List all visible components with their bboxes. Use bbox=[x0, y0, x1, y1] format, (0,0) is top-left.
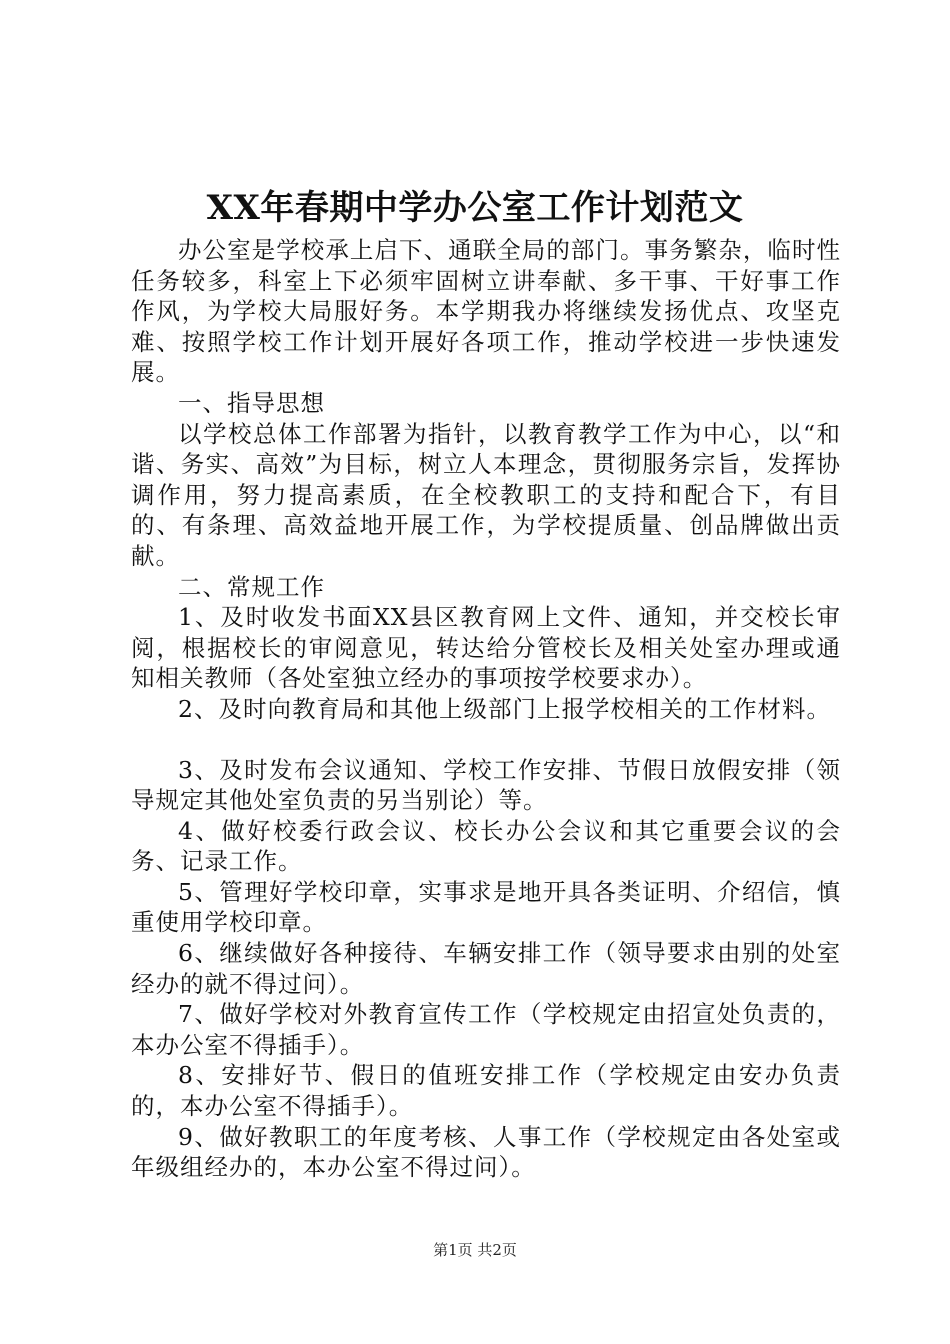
list-item-4: 4、做好校委行政会议、校长办公会议和其它重要会议的会务、记录工作。 bbox=[131, 816, 841, 876]
page-footer: 第1页 共2页 bbox=[433, 1241, 517, 1259]
section-heading-guiding-ideology: 一、指导思想 bbox=[178, 388, 325, 417]
paragraph-guiding-ideology: 以学校总体工作部署为指针，以教育教学工作为中心，以“和谐、务实、高效”为目标，树立人本理念，贯彻服务宗旨，发挥协调作用，努力提高素质，在全校教职工的支持和配合下，有目的、有条理、高效益地开展工作，为学校提质量、创品牌做出贡献。 bbox=[131, 419, 841, 570]
section-heading-routine-work: 二、常规工作 bbox=[178, 572, 325, 601]
paragraph-intro: 办公室是学校承上启下、通联全局的部门。事务繁杂，临时性任务较多，科室上下必须牢固树立讲奉献、多干事、干好事工作作风，为学校大局服好务。本学期我办将继续发扬优点、攻坚克难、按照学校工作计划开展好各项工作，推动学校进一步快速发展。 bbox=[131, 236, 841, 387]
list-item-6: 6、继续做好各种接待、车辆安排工作（领导要求由别的处室经办的就不得过问）。 bbox=[131, 939, 841, 998]
list-item-7: 7、做好学校对外教育宣传工作（学校规定由招宣处负责的，本办公室不得插手）。 bbox=[131, 1000, 841, 1059]
list-item-2: 2、及时向教育局和其他上级部门上报学校相关的工作材料。 bbox=[178, 694, 831, 723]
list-item-3: 3、及时发布会议通知、学校工作安排、节假日放假安排（领导规定其他处室负责的另当别论）等。 bbox=[131, 755, 841, 815]
document-body bbox=[131, 235, 841, 1183]
list-item-5: 5、管理好学校印章，实事求是地开具各类证明、介绍信，慎重使用学校印章。 bbox=[131, 877, 841, 937]
list-item-8: 8、安排好节、假日的值班安排工作（学校规定由安办负责的，本办公室不得插手）。 bbox=[131, 1061, 841, 1121]
list-item-9: 9、做好教职工的年度考核、人事工作（学校规定由各处室或年级组经办的，本办公室不得过问）。 bbox=[131, 1122, 841, 1182]
document-title: XX年春期中学办公室工作计划范文 bbox=[206, 188, 744, 228]
list-item-1: 1、及时收发书面XX县区教育网上文件、通知，并交校长审阅，根据校长的审阅意见，转达给分管校长及相关处室办理或通知相关教师（各处室独立经办的事项按学校要求办）。 bbox=[131, 603, 841, 693]
